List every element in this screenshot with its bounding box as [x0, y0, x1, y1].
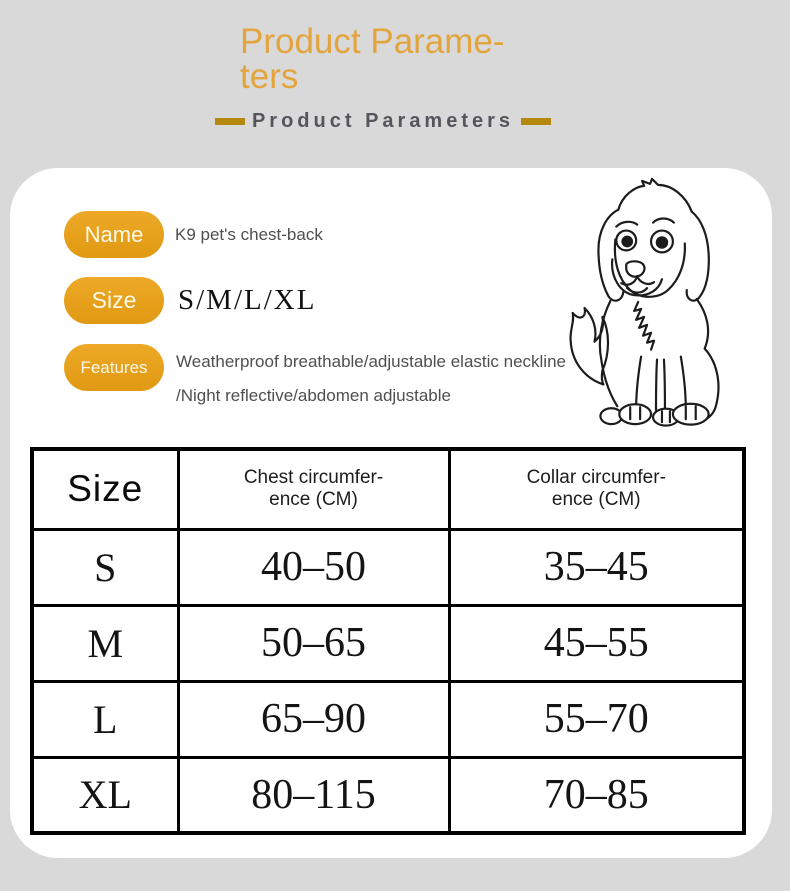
puppy-line-art-icon [540, 170, 775, 438]
features-value-line-2: /Night reflective/abdomen adjustable [176, 386, 451, 405]
size-label-pill: Size [64, 277, 164, 324]
size-cell: M [32, 605, 178, 681]
table-row-xl [32, 757, 744, 833]
chest-cell: 65–90 [178, 681, 449, 757]
collar-cell: 35–45 [449, 529, 744, 605]
collar-cell: 45–55 [449, 605, 744, 681]
size-table-header-row [32, 449, 744, 529]
size-cell: S [32, 529, 178, 605]
section-divider [0, 110, 778, 133]
header-collar-circumference [449, 449, 744, 529]
header-collar-line-2: ence (CM) [551, 489, 641, 511]
collar-cell: 70–85 [449, 757, 744, 833]
divider-dash-left [215, 118, 245, 125]
chest-cell: 40–50 [178, 529, 449, 605]
size-cell: XL [32, 757, 178, 833]
page-title-line-2: ters [240, 57, 299, 96]
page-title [240, 24, 505, 94]
product-card [10, 168, 772, 858]
size-cell: L [32, 681, 178, 757]
page-title-line-1: Product Parame- [240, 22, 505, 61]
header-chest-circumference [178, 449, 449, 529]
chest-cell: 80–115 [178, 757, 449, 833]
header-collar-line-1: Collar circumfer- [526, 467, 666, 489]
table-row-s [32, 529, 744, 605]
divider-dash-right [521, 118, 551, 125]
section-subtitle: Product Parameters [251, 110, 515, 132]
features-value-line-1: Weatherproof breathable/adjustable elastic neckline [176, 352, 566, 371]
table-row-m [32, 605, 744, 681]
chest-cell: 50–65 [178, 605, 449, 681]
name-label-pill: Name [64, 211, 164, 258]
features-label-pill: Features [64, 344, 164, 391]
header-chest-line-2: ence (CM) [269, 489, 358, 511]
table-row-l [32, 681, 744, 757]
collar-cell: 55–70 [449, 681, 744, 757]
name-value: K9 pet's chest-back [175, 225, 323, 244]
header-size: Size [32, 449, 178, 529]
size-value: S/M/L/XL [178, 284, 317, 316]
header-chest-line-1: Chest circumfer- [243, 467, 384, 489]
size-table [30, 447, 746, 835]
